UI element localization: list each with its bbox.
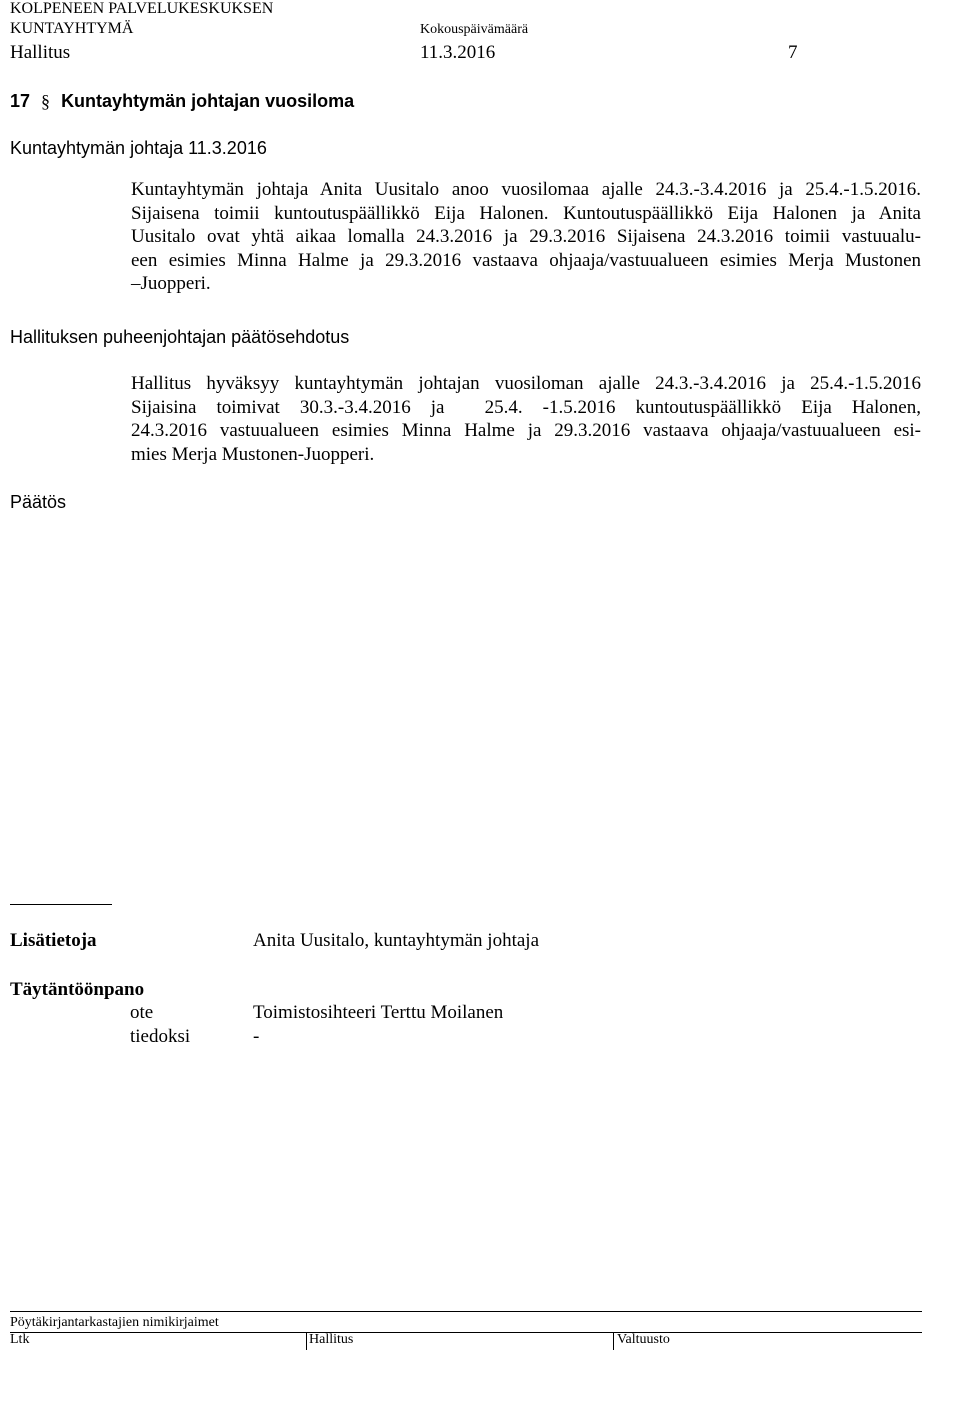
info-label: Lisätietoja: [10, 930, 97, 951]
org-name-line1: KOLPENEEN PALVELUKESKUKSEN: [10, 0, 274, 17]
meeting-date-label: Kokouspäivämäärä: [420, 22, 529, 37]
preparer-line: Kuntayhtymän johtaja 11.3.2016: [10, 138, 267, 158]
signature-column-hallitus: Hallitus: [309, 1332, 354, 1347]
description-line: Sijaisena toimii kuntoutuspäällikkö Eija Halonen. Kuntoutuspäällikkö Eija Halonen ja Anita: [131, 202, 921, 224]
org-name-line2: KUNTAYHTYMÄ: [10, 20, 134, 37]
signature-column-ltk: Ltk: [10, 1332, 30, 1347]
signature-top-rule: [10, 1311, 922, 1312]
signature-label: Pöytäkirjantarkastajien nimikirjaimet: [10, 1315, 219, 1330]
section-symbol: §: [41, 91, 51, 111]
distribution-label: ote: [130, 1002, 154, 1023]
proposal-text: [131, 372, 921, 466]
signature-column-valtuusto: Valtuusto: [617, 1332, 670, 1347]
description-line: –Juopperi.: [131, 273, 211, 294]
proposal-line: Hallitus hyväksyy kuntayhtymän johtajan vuosiloman ajalle 24.3.-3.4.2016 ja 25.4.-1.5.2016: [131, 373, 921, 394]
distribution-label: tiedoksi: [130, 1026, 191, 1047]
header-meeting-date: 11.3.2016: [420, 42, 496, 63]
description: [131, 178, 921, 296]
execution-label: Täytäntöönpano: [10, 979, 145, 1000]
signature-mid-rule: [10, 1332, 922, 1333]
proposal-line: 24.3.2016 vastuualueen esimies Minna Halme ja 29.3.2016 vastaava ohjaaja/vastuualueen esi-: [131, 420, 921, 441]
signature-column-divider: [613, 1332, 614, 1350]
section-title: Kuntayhtymän johtajan vuosiloma: [61, 91, 355, 111]
description-line: een esimies Minna Halme ja 29.3.2016 vastaava ohjaaja/vastuualueen esimies Merja Mustonen: [131, 249, 921, 271]
distribution-value: Toimistosihteeri Terttu Moilanen: [253, 1002, 504, 1023]
proposal-line: mies Merja Mustonen-Juopperi.: [131, 443, 375, 465]
header-body-name: Hallitus: [10, 42, 71, 63]
section-heading: [10, 91, 354, 112]
footer-separator: [10, 904, 112, 905]
signature-column-divider: [306, 1332, 307, 1350]
proposal-label: Hallituksen puheenjohtajan päätösehdotus: [10, 327, 350, 347]
page-number: 7: [788, 42, 798, 63]
decision-label: Päätös: [10, 492, 67, 512]
info-value: Anita Uusitalo, kuntayhtymän johtaja: [253, 930, 540, 951]
proposal-line: Sijaisina toimivat 30.3.-3.4.2016 ja 25.4. -1.5.2016 kuntoutuspäällikkö Eija Halonen,: [131, 396, 921, 418]
description-line: Uusitalo ovat yhtä aikaa lomalla 24.3.2016 ja 29.3.2016 Sijaisena 24.3.2016 toimii vastuualu-: [131, 226, 921, 247]
section-number: 17: [10, 91, 31, 111]
description-line: Kuntayhtymän johtaja Anita Uusitalo anoo vuosilomaa ajalle 24.3.-3.4.2016 ja 25.4.-1.5.2016.: [131, 179, 921, 200]
distribution-value: -: [253, 1026, 260, 1047]
